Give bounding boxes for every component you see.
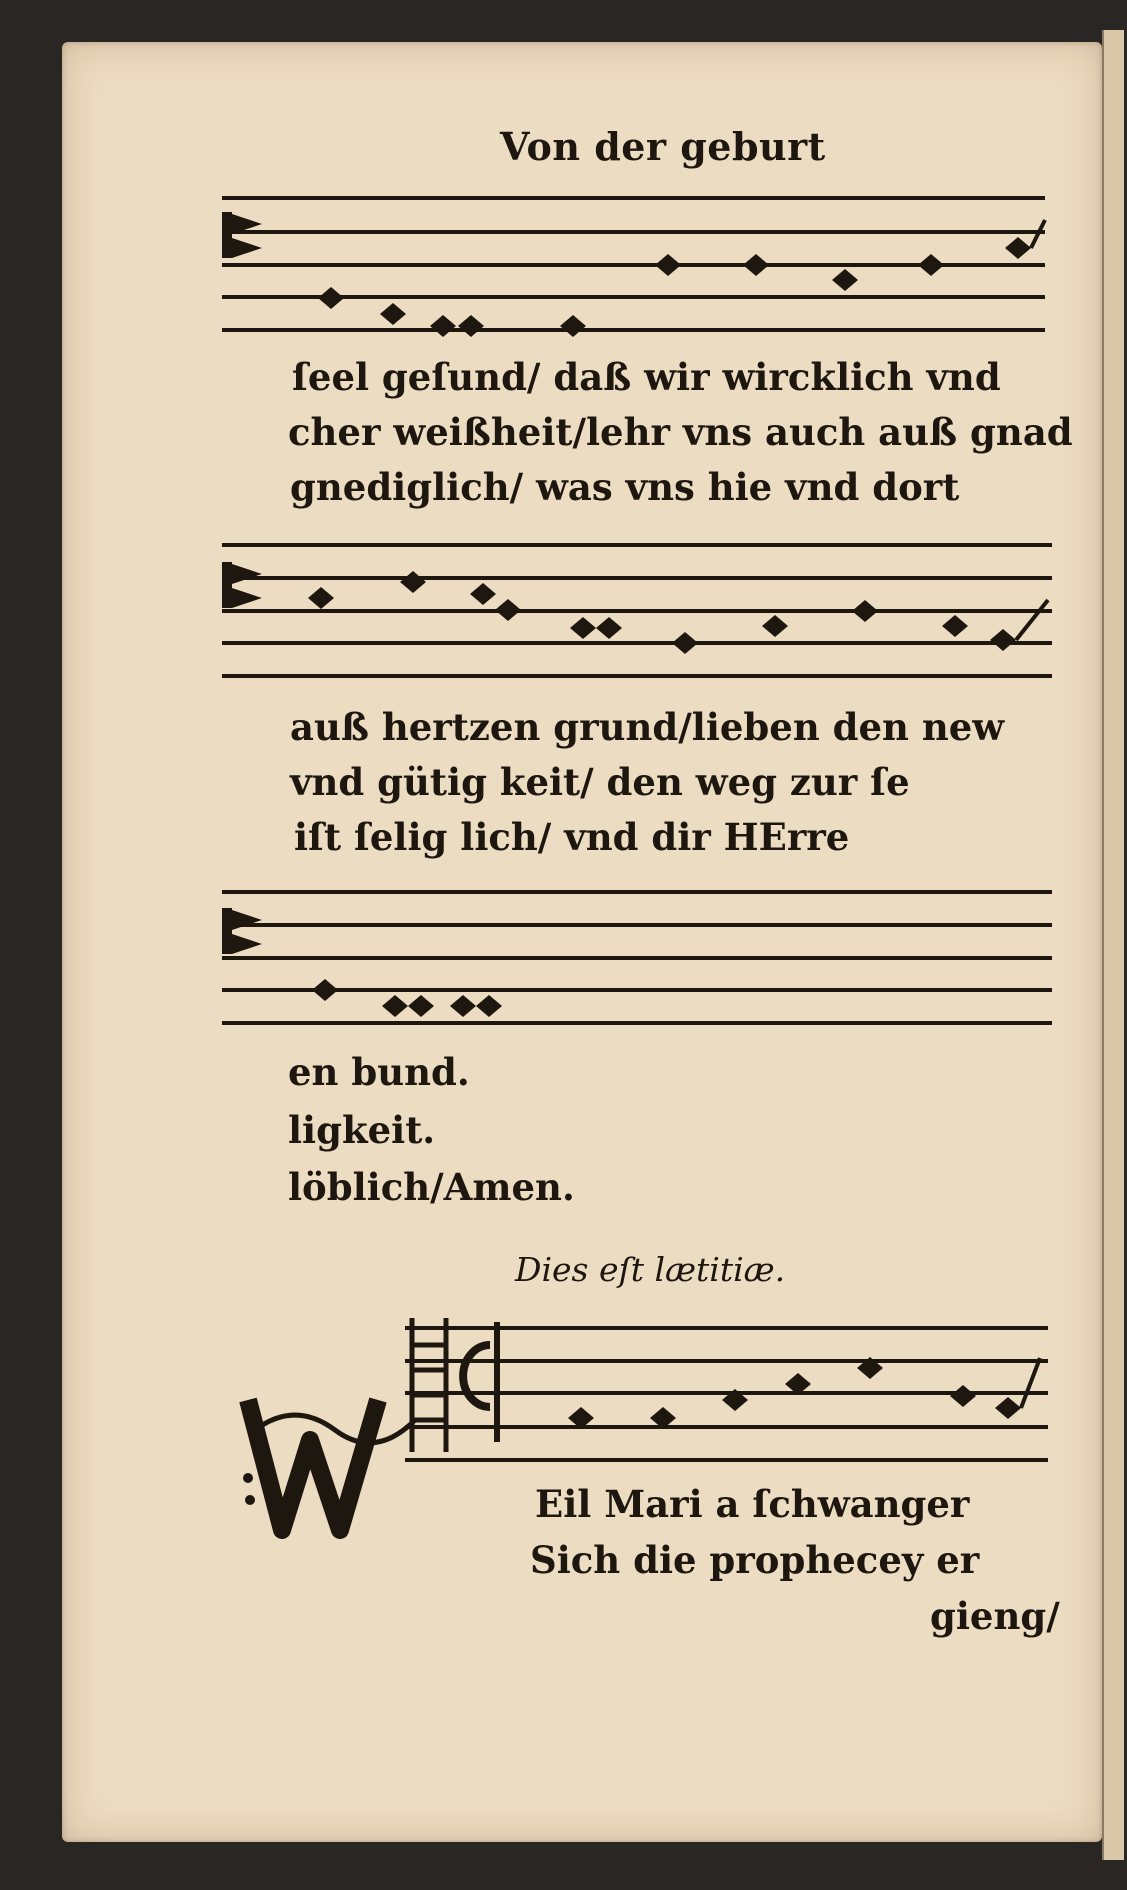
note [430,315,456,337]
clef-system-4 [463,1322,500,1442]
staff-system-3 [222,892,1052,1023]
note [570,617,596,639]
lyric-line: gnediglich/ was vns hie vnd dort [290,465,960,509]
hymn-rubric: Dies eſt lætitiæ. [515,1250,786,1289]
note [655,254,681,276]
notes-system-3 [312,979,502,1017]
hymn-lyric-line: Eil Mari a ſchwanger [535,1482,970,1526]
custos [995,1397,1021,1419]
note [950,1385,976,1407]
lyric-line: auß hertzen grund/lieben den new [290,705,1005,749]
note [470,583,496,605]
staff-system-4 [405,1328,1048,1460]
note [596,617,622,639]
note [382,995,408,1017]
custos [990,629,1016,651]
ornamental-frame-bars [412,1318,446,1452]
running-title: Von der geburt [500,124,826,169]
note [495,599,521,621]
note [380,303,406,325]
hymn-lyric-line: Sich die prophecey er [530,1538,980,1582]
note [458,315,484,337]
lyric-line: en bund. [288,1050,470,1094]
clef-system-2 [222,562,262,608]
custos [1005,237,1031,259]
note [852,600,878,622]
hymn-lyric-line: gieng/ [930,1594,1060,1638]
note [672,632,698,654]
note [743,254,769,276]
note [476,995,502,1017]
note [318,287,344,309]
lyric-line: löblich/Amen. [288,1165,575,1209]
note [762,615,788,637]
note [918,254,944,276]
lyric-line: ſeel geſund/ daß wir wircklich vnd [292,355,1001,399]
lyric-line: iſt ſelig lich/ vnd dir HErre [294,815,850,859]
note [560,315,586,337]
decorated-initial-w [238,1388,415,1540]
lyric-line: ligkeit. [288,1108,436,1152]
note [400,571,426,593]
note [308,587,334,609]
clef-system-3 [222,908,262,954]
note [832,269,858,291]
notes-system-1 [318,220,1045,337]
note [942,615,968,637]
staff-system-2 [222,545,1052,676]
note [450,995,476,1017]
note [408,995,434,1017]
clef-system-1 [222,212,262,258]
lyric-line: cher weißheit/lehr vns auch auß gnad [288,410,1073,454]
lyric-line: vnd gütig keit/ den weg zur ſe [290,760,910,804]
note [312,979,338,1001]
